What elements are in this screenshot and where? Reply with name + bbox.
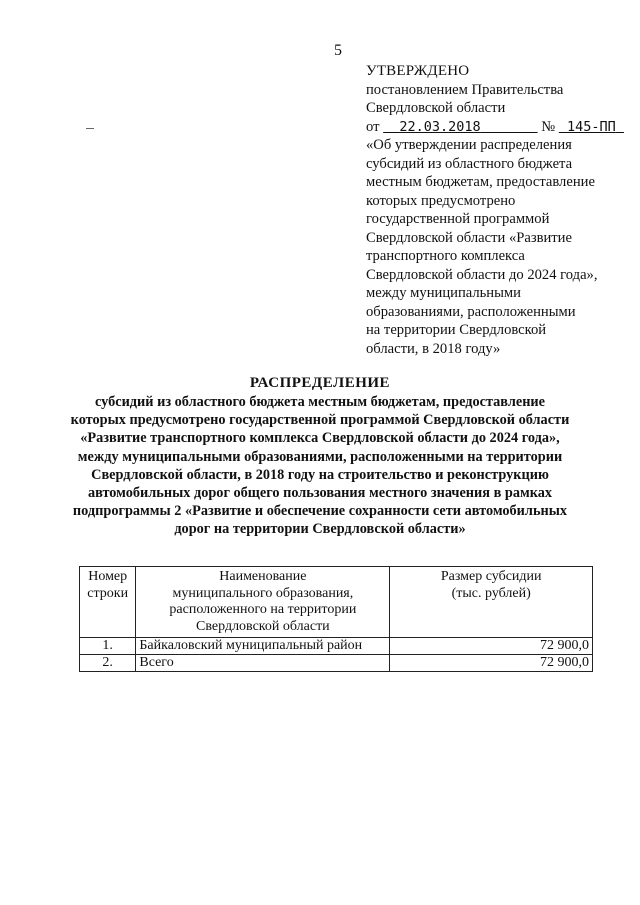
approval-number: 145-ПП bbox=[566, 118, 616, 135]
row-size: 72 900,0 bbox=[390, 638, 593, 655]
header-number: Номер строки bbox=[80, 567, 136, 638]
document-subheading bbox=[70, 393, 570, 539]
approval-subject-line: на территории Свердловской bbox=[366, 322, 547, 338]
subheading-line: между муниципальными образованиями, расположенными на территории bbox=[77, 448, 563, 465]
row-number: 1. bbox=[80, 638, 136, 655]
row-name: Байкаловский муниципальный район bbox=[136, 638, 390, 655]
date-prefix: от bbox=[366, 118, 380, 135]
approval-date: 22.03.2018 bbox=[399, 118, 481, 135]
row-number: 2. bbox=[80, 655, 136, 672]
approval-subject-line: «Об утверждении распределения bbox=[366, 137, 572, 153]
approval-title: УТВЕРЖДЕНО bbox=[366, 63, 470, 79]
subheading-line: которых предусмотрено государственной программой Свердловской области bbox=[70, 412, 570, 429]
approval-subject-line: местным бюджетам, предоставление bbox=[366, 174, 595, 190]
approval-subject-line: субсидий из областного бюджета bbox=[366, 155, 573, 172]
margin-mark bbox=[86, 128, 94, 129]
approval-subject-line: образованиями, расположенными bbox=[366, 303, 576, 320]
approval-block bbox=[366, 62, 626, 358]
approval-subject-line: государственной программой bbox=[366, 211, 550, 227]
subheading-line: «Развитие транспортного комплекса Свердловской области до 2024 года», bbox=[80, 430, 560, 447]
approval-subject-line: области, в 2018 году» bbox=[366, 340, 501, 357]
row-name: Всего bbox=[136, 655, 390, 672]
approval-subject-line: транспортного комплекса bbox=[366, 248, 525, 264]
number-prefix: № bbox=[541, 118, 556, 135]
approval-subject-line: которых предусмотрено bbox=[366, 192, 516, 209]
approval-subject-line: между муниципальными bbox=[366, 285, 521, 301]
header-size: Размер субсидии (тыс. рублей) bbox=[390, 567, 593, 638]
approval-date-line bbox=[366, 118, 626, 137]
document-heading: РАСПРЕДЕЛЕНИЕ bbox=[249, 375, 391, 391]
subheading-line: автомобильных дорог общего пользования местного значения в рамках bbox=[87, 485, 553, 502]
page-number: 5 bbox=[334, 42, 342, 59]
table-row bbox=[80, 655, 593, 672]
approval-subject-line: Свердловской области до 2024 года», bbox=[366, 266, 598, 283]
approval-line: постановлением Правительства bbox=[366, 81, 564, 98]
row-size: 72 900,0 bbox=[390, 655, 593, 672]
header-name: Наименование муниципального образования, расположенного на территории Свердловской области bbox=[136, 567, 390, 638]
table-row bbox=[80, 638, 593, 655]
subheading-line: Свердловской области, в 2018 году на строительство и реконструкцию bbox=[91, 466, 549, 483]
approval-subject-line: Свердловской области «Развитие bbox=[366, 229, 572, 246]
subheading-line: субсидий из областного бюджета местным бюджетам, предоставление bbox=[94, 394, 546, 410]
approval-line: Свердловской области bbox=[366, 100, 506, 116]
subheading-line: дорог на территории Свердловской области» bbox=[174, 521, 466, 538]
table-header-row bbox=[80, 567, 593, 638]
subheading-line: подпрограммы 2 «Развитие и обеспечение сохранности сети автомобильных bbox=[72, 503, 568, 520]
distribution-table bbox=[79, 566, 593, 672]
